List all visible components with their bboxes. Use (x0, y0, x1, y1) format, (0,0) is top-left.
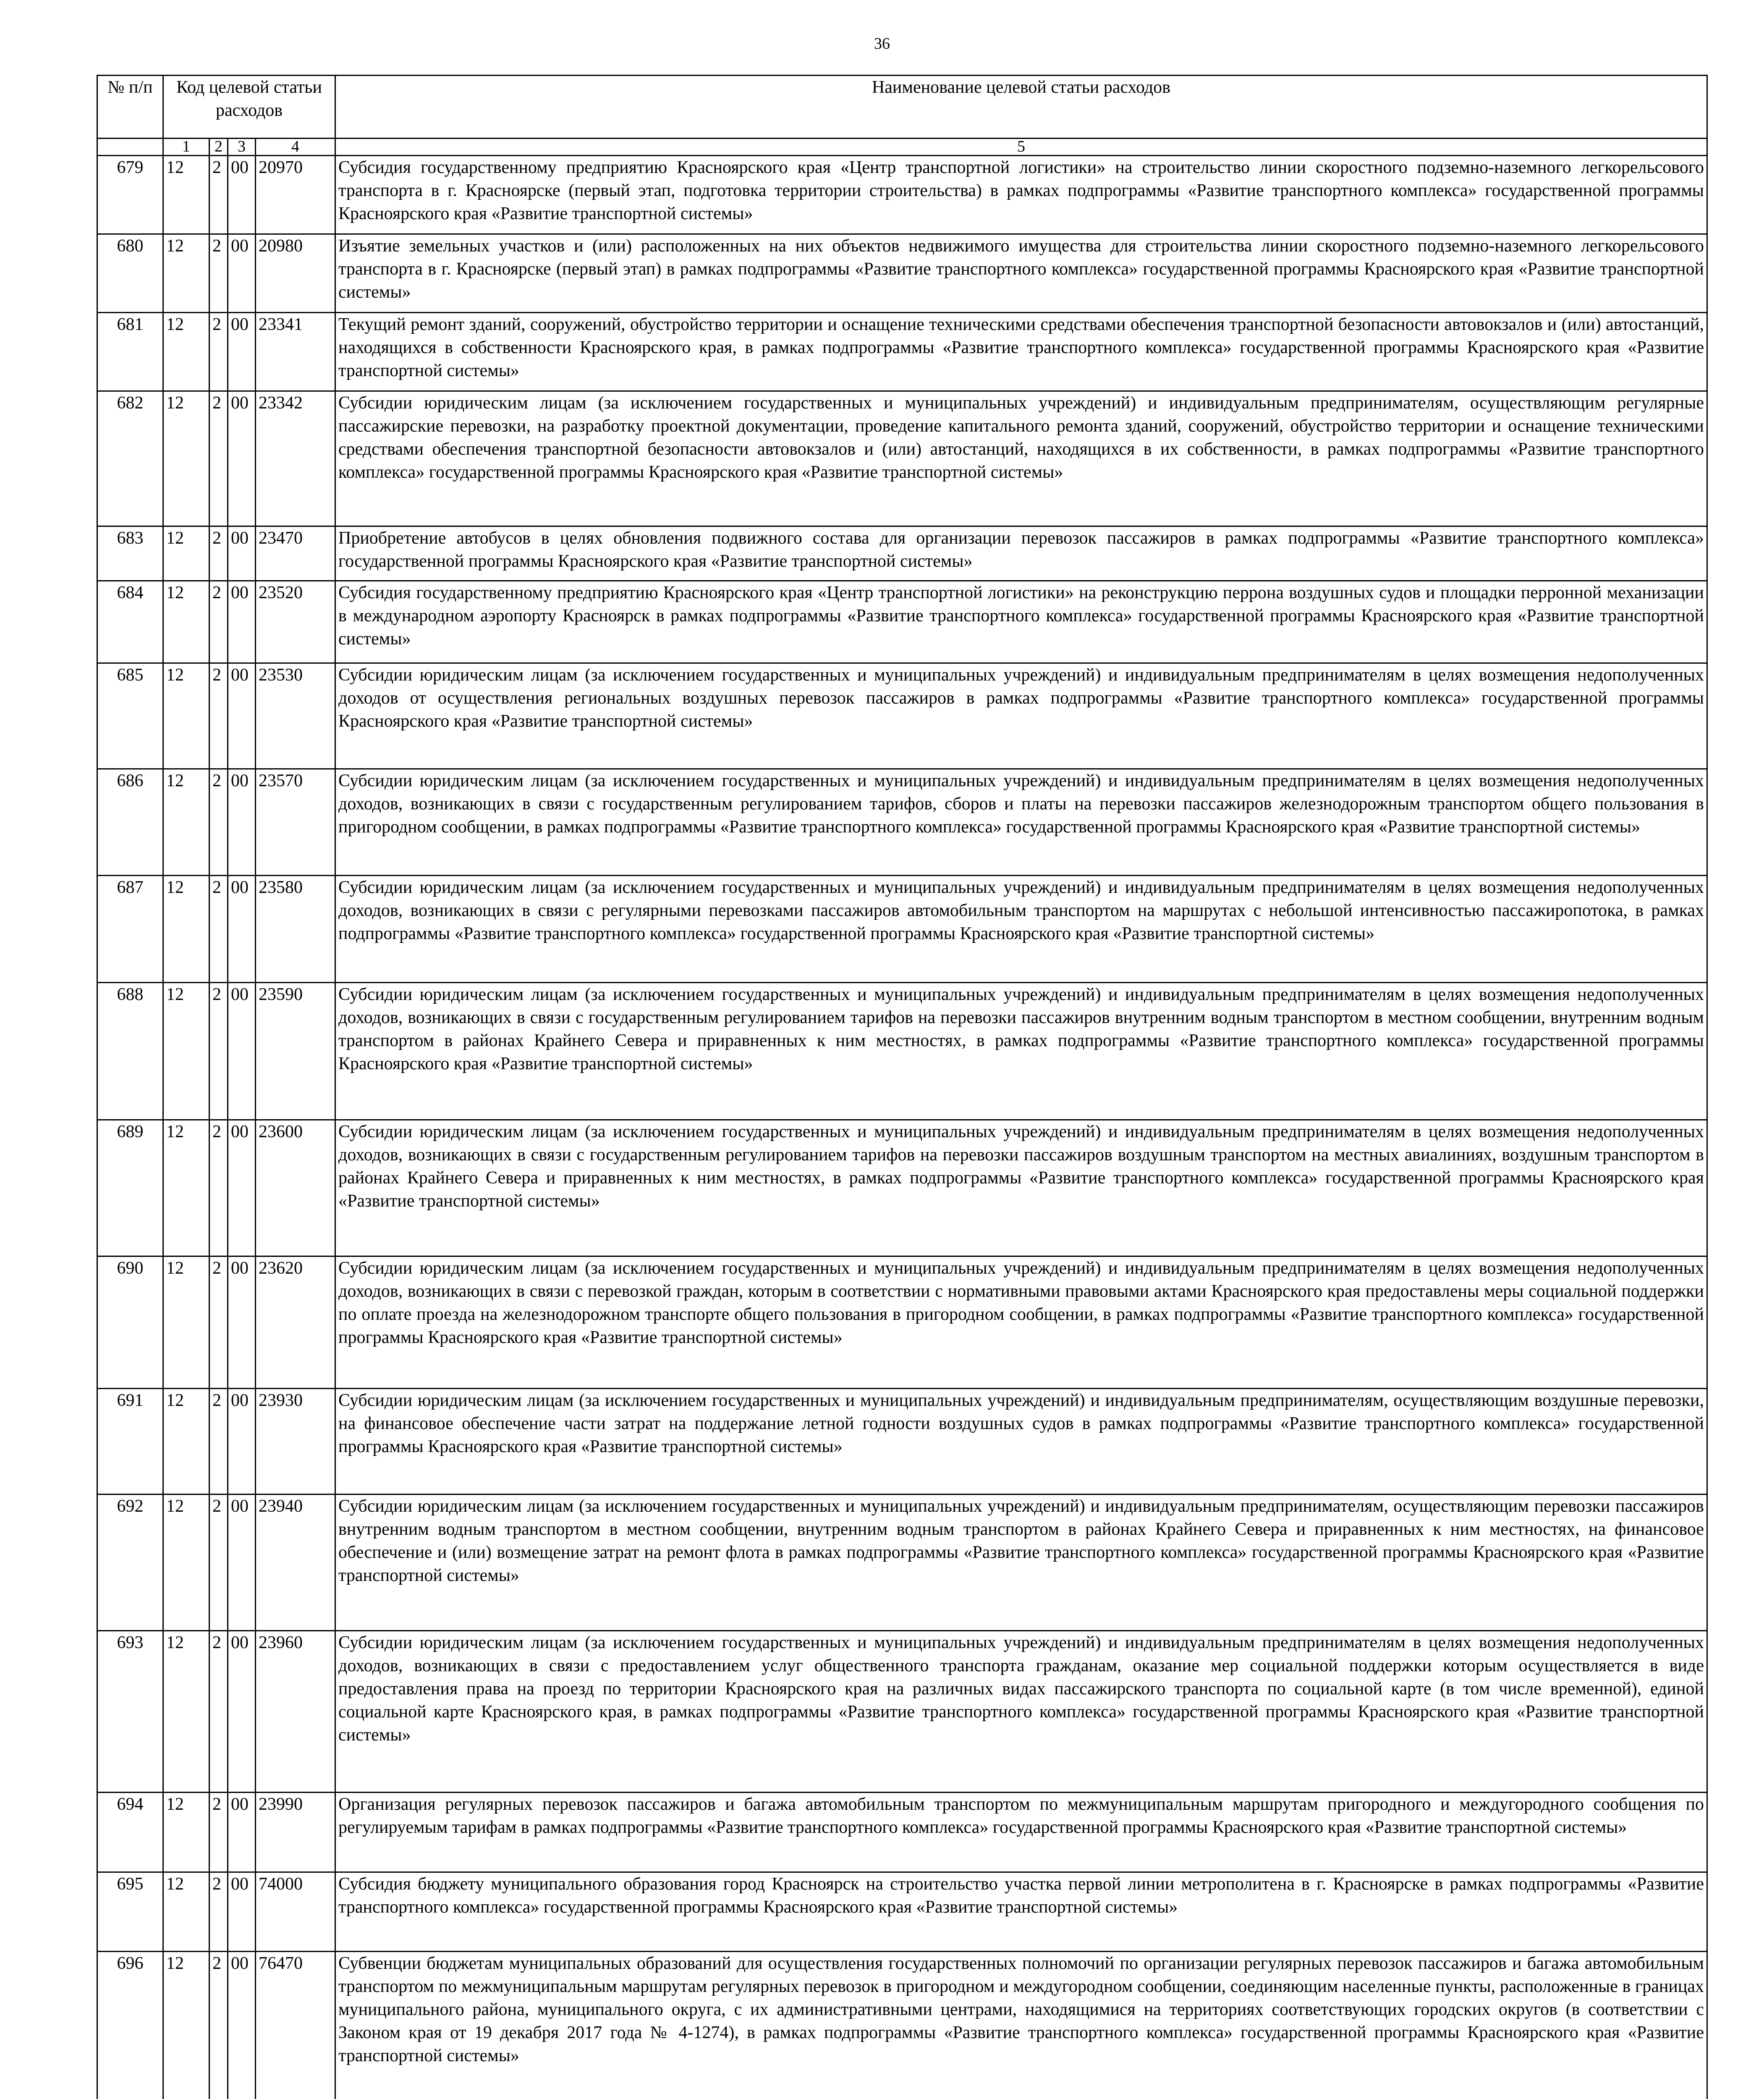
article-name: Субсидии юридическим лицам (за исключением государственных и муниципальных учреждений) и индивидуальным предпринимателям в целях возмещения недополученных доходов от осуществления региональных воздушных перевозок пассажиров в рамках подпрограммы «Развитие транспортного комплекса» государственной программы Красноярского края «Развитие транспортной системы» (335, 663, 1707, 769)
table-row (97, 769, 1707, 876)
code-4: 23600 (256, 1120, 335, 1256)
code-1: 12 (163, 663, 209, 769)
code-4: 20970 (256, 156, 335, 234)
row-number: 684 (97, 581, 163, 663)
article-name: Субсидии юридическим лицам (за исключением государственных и муниципальных учреждений) и индивидуальным предпринимателям в целях возмещения недополученных доходов, возникающих в связи с предоставлением услуг общественного транспорта гражданам, оказание мер социальной поддержки которым осуществляется в виде предоставления права на проезд по территории Красноярского края на различных видах пассажирского транспорта по социальной карте (в том числе временной), единой социальной карте Красноярского края, в рамках подпрограммы «Развитие транспортного комплекса» государственной программы Красноярского края «Развитие транспортной системы» (335, 1631, 1707, 1793)
code-3: 00 (228, 313, 256, 391)
table-body (97, 156, 1707, 2099)
row-number: 685 (97, 663, 163, 769)
code-1: 12 (163, 1389, 209, 1494)
row-number: 695 (97, 1872, 163, 1952)
article-name: Субвенции бюджетам муниципальных образований для осуществления государственных полномочий по организации регулярных перевозок пассажиров и багажа автомобильным транспортом по межмуниципальным маршрутам регулярных перевозок в пригородном и междугородном сообщении, соединяющим населенные пункты, расположенные в границах муниципального района, муниципального округа, с их административными центрами, находящимися на территориях соответствующих городских округов (в соответствии с Законом края от 19 декабря 2017 года № 4-1274), в рамках подпрограммы «Развитие транспортного комплекса» государственной программы Красноярского края «Развитие транспортной системы» (335, 1952, 1707, 2099)
article-name: Субсидии юридическим лицам (за исключением государственных и муниципальных учреждений) и индивидуальным предпринимателям в целях возмещения недополученных доходов, возникающих в связи с государственным регулированием тарифов на перевозки пассажиров воздушным транспортом на местных авиалиниях, воздушным транспортом в районах Крайнего Севера и приравненных к ним местностях, в рамках подпрограммы «Развитие транспортного комплекса» государственной программы Красноярского края «Развитие транспортной системы» (335, 1120, 1707, 1256)
code-3: 00 (228, 983, 256, 1120)
code-1: 12 (163, 156, 209, 234)
row-number: 686 (97, 769, 163, 876)
row-number: 694 (97, 1793, 163, 1872)
code-4: 23570 (256, 769, 335, 876)
code-1: 12 (163, 391, 209, 526)
col-number: 3 (228, 139, 256, 156)
code-4: 23341 (256, 313, 335, 391)
code-4: 23470 (256, 526, 335, 581)
article-name: Субсидия бюджету муниципального образования город Красноярск на строительство участка первой линии метрополитена в г. Красноярске в рамках подпрограммы «Развитие транспортного комплекса» государственной программы Красноярского края «Развитие транспортной системы» (335, 1872, 1707, 1952)
row-number: 692 (97, 1494, 163, 1631)
article-name: Субсидии юридическим лицам (за исключением государственных и муниципальных учреждений) и индивидуальным предпринимателям в целях возмещения недополученных доходов, возникающих в связи с регулярными перевозками пассажиров автомобильным транспортом на маршрутах с небольшой интенсивностью пассажиропотока, в рамках подпрограммы «Развитие транспортного комплекса» государственной программы Красноярского края «Развитие транспортной системы» (335, 876, 1707, 983)
row-number: 688 (97, 983, 163, 1120)
row-number: 691 (97, 1389, 163, 1494)
code-1: 12 (163, 1494, 209, 1631)
table-row (97, 581, 1707, 663)
article-name: Субсидии юридическим лицам (за исключением государственных и муниципальных учреждений) и индивидуальным предпринимателям в целях возмещения недополученных доходов, возникающих в связи с государственным регулированием тарифов, сборов и платы на перевозки пассажиров железнодорожным транспортом общего пользования в пригородном сообщении, в рамках подпрограммы «Развитие транспортного комплекса» государственной программы Красноярского края «Развитие транспортной системы» (335, 769, 1707, 876)
table-row (97, 663, 1707, 769)
code-2: 2 (209, 313, 228, 391)
code-3: 00 (228, 1256, 256, 1389)
article-name: Субсидии юридическим лицам (за исключением государственных и муниципальных учреждений) и индивидуальным предпринимателям, осуществляющим регулярные пассажирские перевозки, на разработку проектной документации, проведение капитального ремонта зданий, сооружений, обустройство территории и оснащение техническими средствами обеспечения транспортной безопасности автовокзалов и (или) автостанций, находящихся в их собственности, в рамках подпрограммы «Развитие транспортного комплекса» государственной программы Красноярского края «Развитие транспортной системы» (335, 391, 1707, 526)
code-1: 12 (163, 1793, 209, 1872)
code-3: 00 (228, 1120, 256, 1256)
row-number: 681 (97, 313, 163, 391)
code-3: 00 (228, 1793, 256, 1872)
code-1: 12 (163, 526, 209, 581)
code-4: 23530 (256, 663, 335, 769)
code-2: 2 (209, 1256, 228, 1389)
code-2: 2 (209, 1631, 228, 1793)
code-3: 00 (228, 1389, 256, 1494)
row-number: 680 (97, 234, 163, 313)
col-number: 2 (209, 139, 228, 156)
article-name: Субсидия государственному предприятию Красноярского края «Центр транспортной логистики» на строительство линии скоростного подземно-наземного легкорельсового транспорта в г. Красноярске (первый этап, подготовка территории строительства) в рамках подпрограммы «Развитие транспортного комплекса» государственной программы Красноярского края «Развитие транспортной системы» (335, 156, 1707, 234)
code-2: 2 (209, 526, 228, 581)
row-number: 693 (97, 1631, 163, 1793)
code-3: 00 (228, 1952, 256, 2099)
table-row (97, 1120, 1707, 1256)
code-1: 12 (163, 313, 209, 391)
table-row (97, 1793, 1707, 1872)
code-1: 12 (163, 1631, 209, 1793)
code-4: 23520 (256, 581, 335, 663)
code-4: 23620 (256, 1256, 335, 1389)
article-name: Текущий ремонт зданий, сооружений, обустройство территории и оснащение техническими средствами обеспечения транспортной безопасности автовокзалов и (или) автостанций, находящихся в собственности Красноярского края, в рамках подпрограммы «Развитие транспортного комплекса» государственной программы Красноярского края «Развитие транспортной системы» (335, 313, 1707, 391)
header-row (97, 76, 1707, 139)
table-row (97, 234, 1707, 313)
code-2: 2 (209, 1793, 228, 1872)
article-name: Организация регулярных перевозок пассажиров и багажа автомобильным транспортом по межмуниципальным маршрутам пригородного и междугородного сообщения по регулируемым тарифам в рамках подпрограммы «Развитие транспортного комплекса» государственной программы Красноярского края «Развитие транспортной системы» (335, 1793, 1707, 1872)
code-1: 12 (163, 1256, 209, 1389)
code-3: 00 (228, 1872, 256, 1952)
table-row (97, 1256, 1707, 1389)
code-1: 12 (163, 876, 209, 983)
code-1: 12 (163, 581, 209, 663)
code-4: 76470 (256, 1952, 335, 2099)
code-2: 2 (209, 391, 228, 526)
code-3: 00 (228, 391, 256, 526)
code-1: 12 (163, 1872, 209, 1952)
target-articles-table (97, 75, 1708, 2099)
col-number: 4 (256, 139, 335, 156)
row-number: 689 (97, 1120, 163, 1256)
code-4: 23990 (256, 1793, 335, 1872)
col-number: 1 (163, 139, 209, 156)
table-row (97, 983, 1707, 1120)
code-1: 12 (163, 1120, 209, 1256)
code-2: 2 (209, 1952, 228, 2099)
article-name: Субсидии юридическим лицам (за исключением государственных и муниципальных учреждений) и индивидуальным предпринимателям в целях возмещения недополученных доходов, возникающих в связи с перевозкой граждан, которым в соответствии с нормативными правовыми актами Красноярского края предоставлены меры социальной поддержки по оплате проезда на железнодорожном транспорте общего пользования в пригородном сообщении, в рамках подпрограммы «Развитие транспортного комплекса» государственной программы Красноярского края «Развитие транспортной системы» (335, 1256, 1707, 1389)
code-2: 2 (209, 1872, 228, 1952)
code-4: 23590 (256, 983, 335, 1120)
col-header-num: № п/п (97, 76, 163, 139)
code-3: 00 (228, 156, 256, 234)
table-row (97, 526, 1707, 581)
table-row (97, 1872, 1707, 1952)
column-numbers-row (97, 139, 1707, 156)
code-4: 23342 (256, 391, 335, 526)
row-number: 679 (97, 156, 163, 234)
row-number: 696 (97, 1952, 163, 2099)
code-2: 2 (209, 876, 228, 983)
table-row (97, 876, 1707, 983)
article-name: Субсидия государственному предприятию Красноярского края «Центр транспортной логистики» на реконструкцию перрона воздушных судов и площадки перронной механизации в международном аэропорту Красноярск в рамках подпрограммы «Развитие транспортного комплекса» государственной программы Красноярского края «Развитие транспортной системы» (335, 581, 1707, 663)
code-1: 12 (163, 1952, 209, 2099)
code-1: 12 (163, 983, 209, 1120)
code-4: 23960 (256, 1631, 335, 1793)
code-1: 12 (163, 769, 209, 876)
row-number: 690 (97, 1256, 163, 1389)
col-header-code: Код целевой статьи расходов (163, 76, 335, 139)
table-row (97, 391, 1707, 526)
code-3: 00 (228, 1631, 256, 1793)
code-2: 2 (209, 769, 228, 876)
code-3: 00 (228, 1494, 256, 1631)
table-row (97, 1631, 1707, 1793)
code-4: 23580 (256, 876, 335, 983)
code-2: 2 (209, 1494, 228, 1631)
code-4: 20980 (256, 234, 335, 313)
code-2: 2 (209, 663, 228, 769)
code-4: 23940 (256, 1494, 335, 1631)
row-number: 687 (97, 876, 163, 983)
page-number: 36 (874, 35, 890, 52)
code-3: 00 (228, 663, 256, 769)
col-number-blank (97, 139, 163, 156)
code-2: 2 (209, 1120, 228, 1256)
row-number: 682 (97, 391, 163, 526)
article-name: Изъятие земельных участков и (или) расположенных на них объектов недвижимого имущества для строительства линии скоростного подземно-наземного легкорельсового транспорта в г. Красноярске (первый этап) в рамках подпрограммы «Развитие транспортного комплекса» государственной программы Красноярского края «Развитие транспортной системы» (335, 234, 1707, 313)
code-3: 00 (228, 581, 256, 663)
row-number: 683 (97, 526, 163, 581)
table-row (97, 1389, 1707, 1494)
code-1: 12 (163, 234, 209, 313)
article-name: Субсидии юридическим лицам (за исключением государственных и муниципальных учреждений) и индивидуальным предпринимателям в целях возмещения недополученных доходов, возникающих в связи с государственным регулированием тарифов на перевозки пассажиров внутренним водным транспортом в местном сообщении, внутренним водным транспортом в районах Крайнего Севера и приравненных к ним местностях, в рамках подпрограммы «Развитие транспортного комплекса» государственной программы Красноярского края «Развитие транспортной системы» (335, 983, 1707, 1120)
code-2: 2 (209, 1389, 228, 1494)
code-2: 2 (209, 983, 228, 1120)
code-2: 2 (209, 234, 228, 313)
table-row (97, 313, 1707, 391)
code-3: 00 (228, 526, 256, 581)
col-number: 5 (335, 139, 1707, 156)
code-3: 00 (228, 876, 256, 983)
table-row (97, 1952, 1707, 2099)
col-header-name: Наименование целевой статьи расходов (335, 76, 1707, 139)
article-name: Приобретение автобусов в целях обновления подвижного состава для организации перевозок пассажиров в рамках подпрограммы «Развитие транспортного комплекса» государственной программы Красноярского края «Развитие транспортной системы» (335, 526, 1707, 581)
code-4: 74000 (256, 1872, 335, 1952)
article-name: Субсидии юридическим лицам (за исключением государственных и муниципальных учреждений) и индивидуальным предпринимателям, осуществляющим перевозки пассажиров внутренним водным транспортом в местном сообщении, внутренним водным транспортом в районах Крайнего Севера и приравненных к ним местностях, на финансовое обеспечение и (или) возмещение затрат на ремонт флота в рамках подпрограммы «Развитие транспортного комплекса» государственной программы Красноярского края «Развитие транспортной системы» (335, 1494, 1707, 1631)
article-name: Субсидии юридическим лицам (за исключением государственных и муниципальных учреждений) и индивидуальным предпринимателям, осуществляющим воздушные перевозки, на финансовое обеспечение части затрат на поддержание летной годности воздушных судов в рамках подпрограммы «Развитие транспортного комплекса» государственной программы Красноярского края «Развитие транспортной системы» (335, 1389, 1707, 1494)
code-4: 23930 (256, 1389, 335, 1494)
code-3: 00 (228, 769, 256, 876)
code-2: 2 (209, 581, 228, 663)
table-row (97, 156, 1707, 234)
table-row (97, 1494, 1707, 1631)
code-3: 00 (228, 234, 256, 313)
code-2: 2 (209, 156, 228, 234)
